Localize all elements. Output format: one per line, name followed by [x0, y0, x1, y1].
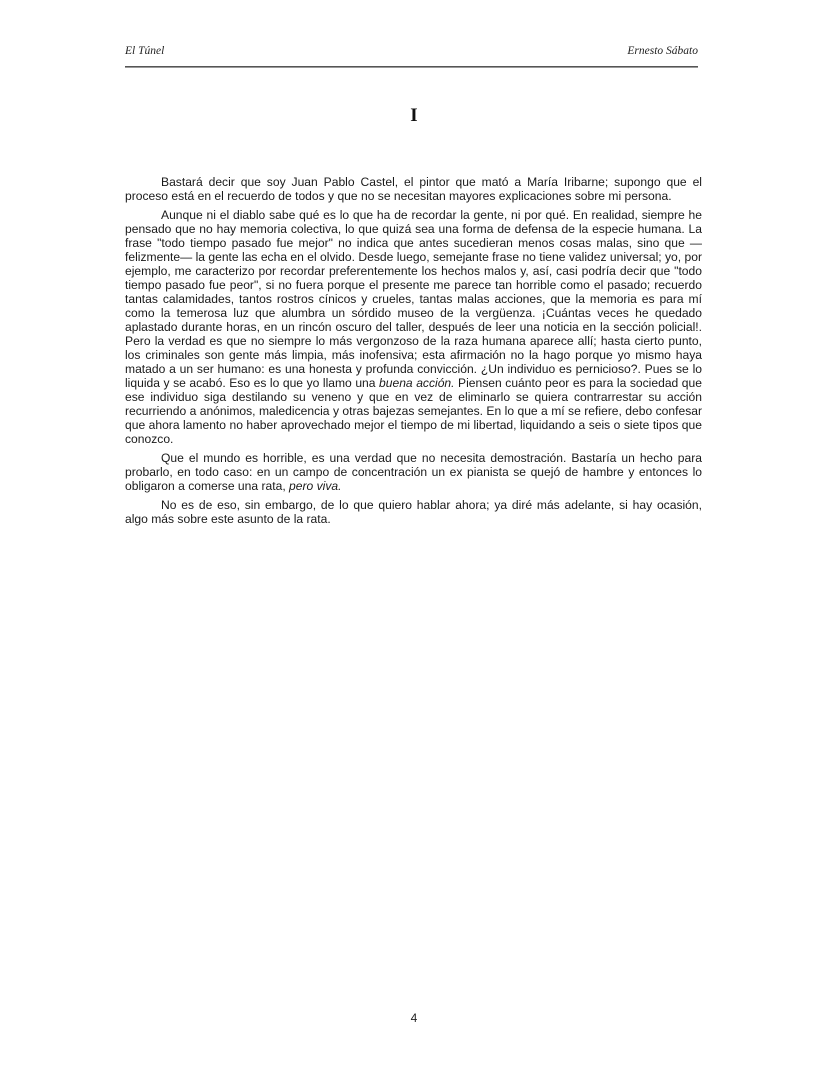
paragraph-2 — [125, 208, 702, 446]
paragraph-2-emphasis: buena acción. — [379, 376, 455, 390]
paragraph-3-emphasis: pero viva. — [289, 479, 342, 493]
author-name: Ernesto Sábato — [627, 45, 698, 57]
header-rule — [125, 66, 698, 68]
book-title: El Túnel — [125, 45, 165, 57]
paragraph-3 — [125, 451, 702, 493]
paragraph-2-text-b: Piensen cuánto peor es para la sociedad que ese individuo siga destilando su veneno y que en vez de eliminarlo se quiera contrarrestar su acción recurriendo a anónimos, maledicencia y otras bajezas semejantes. En lo que a mí se refiere, debo confesar que ahora lamento no haber aprovechado mejor el tiempo de mi libertad, liquidando a seis o siete tipos que conozco. — [125, 376, 702, 446]
chapter-title: I — [410, 105, 418, 126]
running-header — [125, 45, 698, 61]
body-text — [125, 175, 702, 531]
paragraph-3-text: Que el mundo es horrible, es una verdad que no necesita demostración. Bastaría un hecho para probarlo, en todo caso: en un campo de concentración un ex pianista se quejó de hambre y entonces lo obligaron a comerse una rata, — [125, 451, 702, 493]
page-number: 4 — [410, 1011, 418, 1025]
paragraph-1: Bastará decir que soy Juan Pablo Castel, el pintor que mató a María Iribarne; supongo que el proceso está en el recuerdo de todos y que no se necesitan mayores explicaciones sobre mi persona. — [125, 175, 702, 203]
paragraph-4: No es de eso, sin embargo, de lo que quiero hablar ahora; ya diré más adelante, si hay ocasión, algo más sobre este asunto de la rata. — [125, 498, 702, 526]
paragraph-2-text-a: Aunque ni el diablo sabe qué es lo que ha de recordar la gente, ni por qué. En realidad, siempre he pensado que no hay memoria colectiva, lo que quizá sea una forma de defensa de la especie humana. La frase "todo tiempo pasado fue mejor" no indica que antes sucedieran menos cosas malas, sino que —felizmente— la gente las echa en el olvido. Desde luego, semejante frase no tiene validez universal; yo, por ejemplo, me caracterizo por recordar preferentemente los hechos malos y, así, casi podría decir que "todo tiempo pasado fue peor", si no fuera porque el presente me parece tan horrible como el pasado; recuerdo tantas calamidades, tantos rostros cínicos y crueles, tantas malas acciones, que la memoria es para mí como la temerosa luz que alumbra un sórdido museo de la vergüenza. ¡Cuántas veces he quedado aplastado durante horas, en un rincón oscuro del taller, después de leer una noticia en la sección policial!. Pero la verdad es que no siempre lo más vergonzoso de la raza humana aparece allí; hasta cierto punto, los criminales son gente más limpia, más inofensiva; esta afirmación no la hago porque yo mismo haya matado a un ser humano: es una honesta y profunda convicción. ¿Un individuo es pernicioso?. Pues se lo liquida y se acabó. Eso es lo que yo llamo una — [125, 208, 702, 390]
